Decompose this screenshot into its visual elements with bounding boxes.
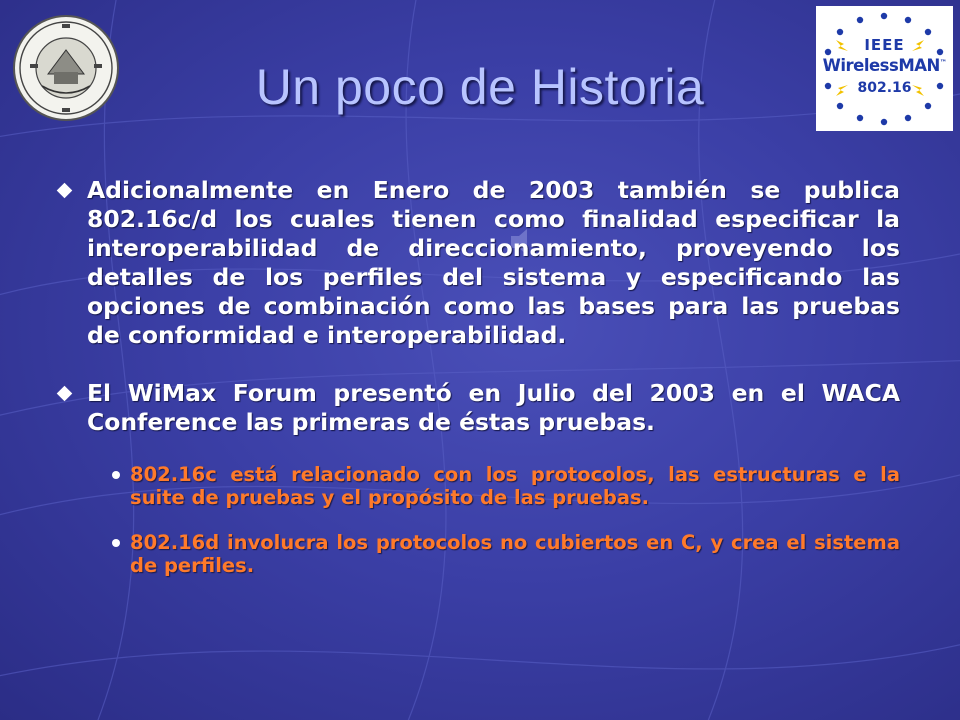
- bullet-item: [52, 379, 900, 437]
- diamond-bullet-icon: [57, 386, 73, 402]
- sub-bullet-item: [52, 463, 900, 509]
- round-bullet-icon: [112, 471, 120, 479]
- ieee-standard-label: 802.16: [857, 80, 912, 96]
- diamond-bullet-icon: [57, 183, 73, 199]
- round-bullet-icon: [112, 539, 120, 547]
- wirelessman-label: WirelessMAN: [822, 56, 940, 75]
- bullet-text: El WiMax Forum presentó en Julio del 2003 en el WACA Conference las primeras de éstas pruebas.: [87, 379, 900, 436]
- bullet-item: [52, 176, 900, 350]
- sub-bullet-item: [52, 531, 900, 577]
- slide-body: [52, 176, 900, 577]
- sub-bullet-text: 802.16c está relacionado con los protocolos, las estructuras e la suite de pruebas y el propósito de las pruebas.: [130, 463, 900, 509]
- ieee-label: IEEE: [864, 36, 905, 54]
- bullet-text: Adicionalmente en Enero de 2003 también se publica 802.16c/d los cuales tienen como finalidad especificar la interoperabilidad de direccionamiento, proveyendo los detalles de los perfiles del sistema y especificando las opciones de combinación como las bases para las pruebas de conformidad e interoperabilidad.: [87, 176, 900, 349]
- sub-bullet-text: 802.16d involucra los protocolos no cubiertos en C, y crea el sistema de perfiles.: [130, 531, 900, 577]
- trademark-label: ™: [939, 58, 947, 67]
- slide-title: Un poco de Historia: [255, 59, 705, 115]
